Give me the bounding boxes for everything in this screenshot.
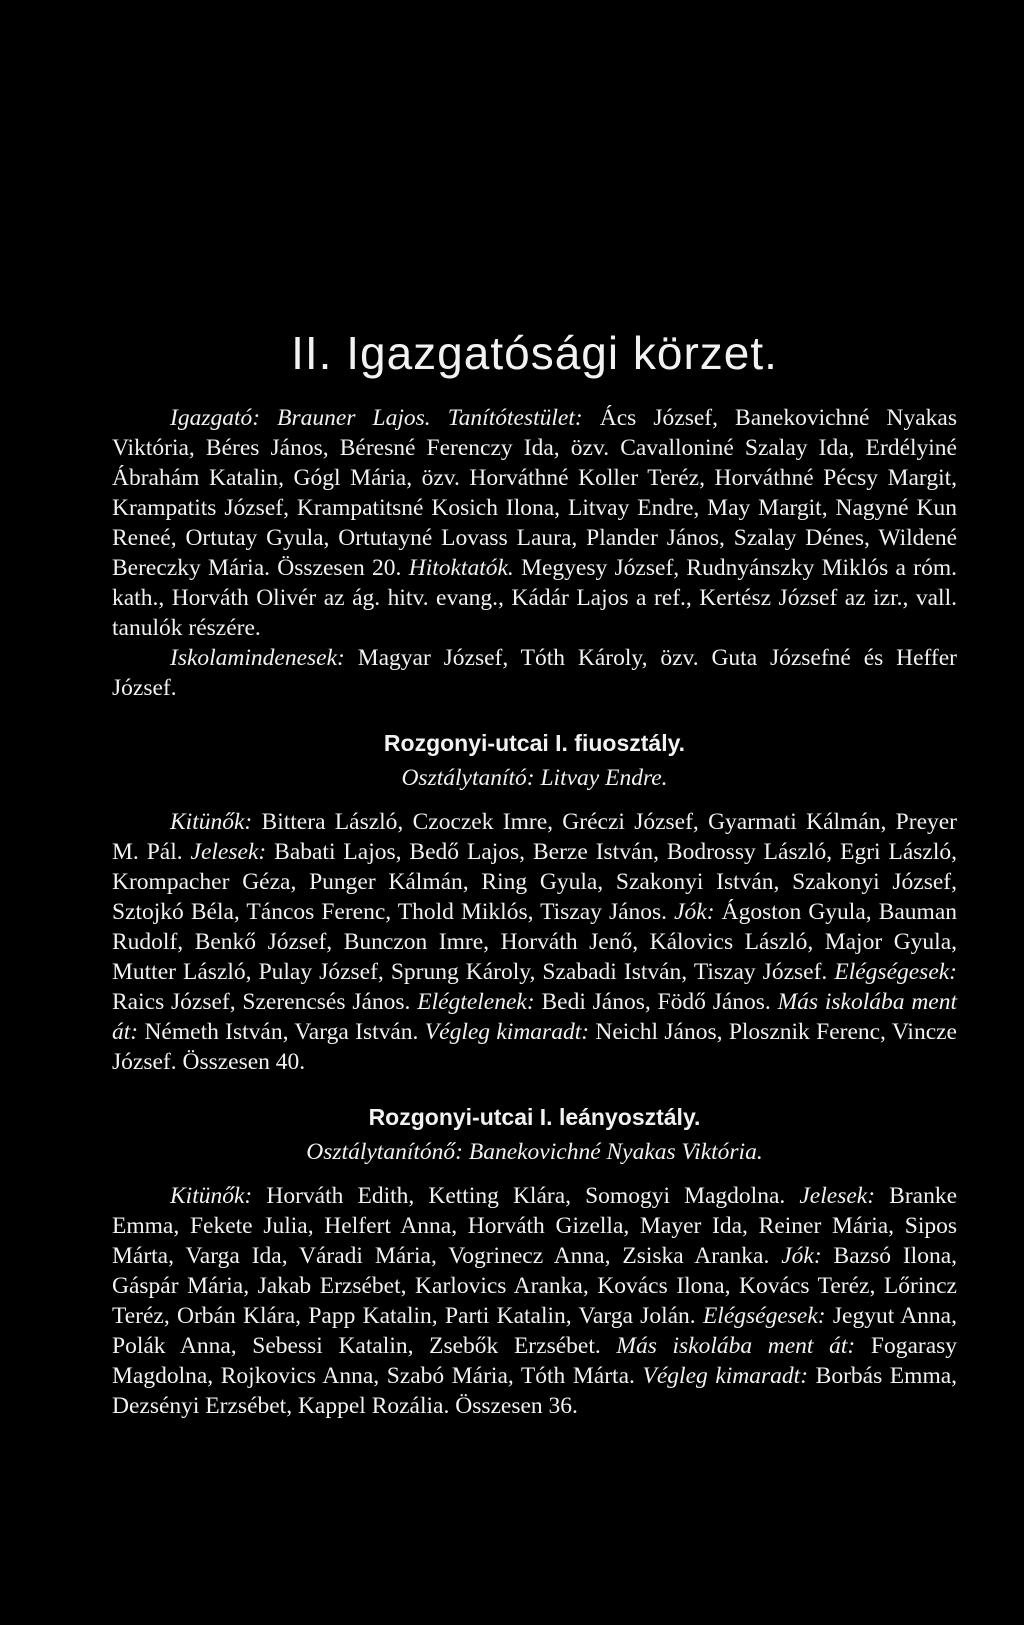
girls-good-list: Bazsó Ilona, Gáspár Mária, Jakab Erzsébet, Karlovics Aranka, Kovács Ilona, Kovács Teréz, Lőrincz Teréz, Orbán Klára, Papp Katalin, Parti Katalin, Varga Jolán. xyxy=(112,1243,958,1329)
boys-teacher-line: Osztálytanító: Litvay Endre. xyxy=(401,765,668,791)
staff-label: Tanítótestület: xyxy=(447,405,583,431)
staff-list: Ács József, Banekovichné Nyakas Viktória, Béres János, Béresné Ferenczy Ida, özv. Cavalloniné Szalay Ida, Erdélyiné Ábrahám Katalin, Gógl Mária, özv. Horváthné Koller Teréz, Horváthné Pécsy Margit, Krampatits József, Krampatitsné Kosich Ilona, Litvay Endre, May Margit, Nagyné Kun Reneé, Ortutay Gyula, Ortutayné Lovass Laura, Plander János, Szalay Dénes, Wildené Bereczky Mária. Összesen 20. xyxy=(112,405,958,581)
girls-transferred-label: Más iskolába ment át: xyxy=(616,1333,856,1359)
boys-sufficient-label: Elégségesek: xyxy=(834,959,958,985)
boys-dropped-list: Neichl János, Plosznik Ferenc, Vincze József. Összesen 40. xyxy=(112,1019,957,1075)
boys-good-list: Ágoston Gyula, Bauman Rudolf, Benkő József, Bunczon Imre, Horváth Jenő, Kálovics László, Major Gyula, Mutter László, Pulay József, Sprung Károly, Szabadi István, Tiszay József. xyxy=(112,899,958,985)
girls-dropped-label: Végleg kimaradt: xyxy=(642,1363,809,1389)
girls-class-heading: Rozgonyi-utcai I. leányosztály. xyxy=(368,1104,701,1130)
boys-sufficient-list: Raics József, Szerencsés János. xyxy=(112,989,411,1015)
janitors-label: Iskolamindenesek: xyxy=(170,645,345,671)
girls-very-good-label: Jelesek: xyxy=(799,1183,876,1209)
document-page xyxy=(112,325,957,1421)
girls-excellent-label: Kitünők: xyxy=(170,1183,253,1209)
girls-good-label: Jók: xyxy=(781,1243,822,1269)
director-label: Igazgató: xyxy=(170,405,261,431)
boys-excellent-label: Kitünők: xyxy=(170,809,253,835)
boys-class-heading: Rozgonyi-utcai I. fiuosztály. xyxy=(383,730,686,756)
girls-sufficient-label: Elégségesek: xyxy=(702,1303,826,1329)
boys-insufficient-list: Bedi János, Födő János. xyxy=(541,989,771,1015)
janitors-paragraph xyxy=(112,643,957,703)
girls-transferred-list: Fogarasy Magdolna, Rojkovics Anna, Szabó Mária, Tóth Márta. xyxy=(112,1333,958,1389)
boys-insufficient-label: Elégtelenek: xyxy=(417,989,535,1015)
page-title: II. Igazgatósági körzet. xyxy=(291,327,778,379)
boys-transferred-label: Más iskolába ment át: xyxy=(112,989,958,1045)
boys-good-label: Jók: xyxy=(674,899,715,925)
boys-results-paragraph xyxy=(112,807,957,1077)
girls-dropped-list: Borbás Emma, Dezsényi Erzsébet, Kappel Rozália. Összesen 36. xyxy=(112,1363,958,1419)
religion-label: Hitoktatók. xyxy=(408,555,514,581)
boys-dropped-label: Végleg kimaradt: xyxy=(424,1019,590,1045)
religion-list: Megyesy József, Rudnyánszky Miklós a róm. kath., Horváth Olivér az ág. hitv. evang., Kádár Lajos a ref., Kertész József az izr., vall. tanulók részére. xyxy=(112,555,958,641)
boys-excellent-list: Bittera László, Czoczek Imre, Gréczi József, Gyarmati Kálmán, Preyer M. Pál. xyxy=(112,809,958,865)
boys-transferred-list: Németh István, Varga István. xyxy=(144,1019,419,1045)
janitors-list: Magyar József, Tóth Károly, özv. Guta Józsefné és Heffer József. xyxy=(112,645,958,701)
girls-results-paragraph xyxy=(112,1181,957,1421)
boys-very-good-list: Babati Lajos, Bedő Lajos, Berze István, Bodrossy László, Egri László, Krompacher Géza, Punger Kálmán, Ring Gyula, Szakonyi István, Szakonyi József, Sztojkó Béla, Táncos Ferenc, Thold Miklós, Tiszay János. xyxy=(112,839,958,925)
director-name: Brauner Lajos. xyxy=(277,405,431,431)
boys-very-good-label: Jelesek: xyxy=(190,839,267,865)
girls-sufficient-list: Jegyut Anna, Polák Anna, Sebessi Katalin, Zsebők Erzsébet. xyxy=(112,1303,957,1359)
intro-paragraph xyxy=(112,403,957,643)
girls-teacher-line: Osztálytanítónő: Banekovichné Nyakas Viktória. xyxy=(306,1139,763,1165)
girls-excellent-list: Horváth Edith, Ketting Klára, Somogyi Magdolna. xyxy=(266,1183,786,1209)
girls-very-good-list: Branke Emma, Fekete Julia, Helfert Anna, Horváth Gizella, Mayer Ida, Reiner Mária, Sipos Márta, Varga Ida, Váradi Mária, Vogrinecz Anna, Zsiska Aranka. xyxy=(112,1183,958,1269)
